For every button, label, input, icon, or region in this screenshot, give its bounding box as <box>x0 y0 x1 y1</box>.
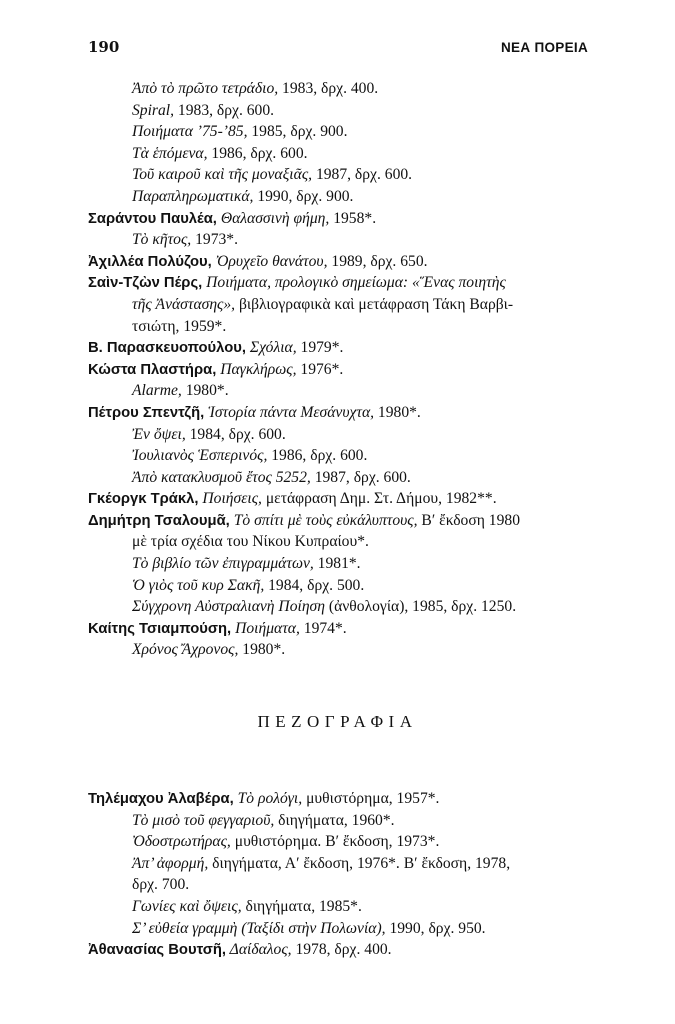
poetry-list <box>0 78 675 661</box>
book-title: Σ’ εὐθεία γραμμὴ (Ταξίδι στὴν Πολωνία), <box>132 919 386 937</box>
publication-details: 1990, δρχ. 900. <box>253 187 354 205</box>
book-title: Τὸ σπίτι μὲ τοὺς εὐκάλυπτους, <box>229 511 418 529</box>
publication-details: 1973*. <box>191 231 238 249</box>
bibliography-line <box>0 251 675 273</box>
bibliography-line <box>0 896 675 918</box>
bibliography-line <box>0 272 675 294</box>
book-title: Χρόνος Ἄχρονος, <box>132 641 239 659</box>
page-header <box>88 38 588 60</box>
publication-details: 1980*. <box>181 382 229 400</box>
book-title: Παγκλήρως, <box>216 360 297 378</box>
bibliography-line <box>0 186 675 208</box>
book-title: τῆς Ἀνάστασης», <box>132 295 236 313</box>
publication-details: 1985, δρχ. 900. <box>247 123 348 141</box>
bibliography-line <box>0 78 675 100</box>
book-title: Δαίδαλος, <box>226 941 292 959</box>
book-title: Ἀπὸ κατακλυσμοῦ ἔτος 5252, <box>132 468 311 486</box>
publication-details: δρχ. 700. <box>132 876 190 894</box>
bibliography-line <box>0 316 675 338</box>
publication-details: 1990, δρχ. 950. <box>385 919 486 937</box>
publication-details: 1978, δρχ. 400. <box>291 941 392 959</box>
bibliography-line <box>0 788 675 810</box>
book-title: Ἱστορία πάντα Μεσάνυχτα, <box>204 403 375 421</box>
book-title: Θαλασσινὴ φήμη, <box>216 209 330 227</box>
page-number: 190 <box>88 38 120 56</box>
book-title: Τὰ ἑπόμενα, <box>132 144 208 162</box>
author-name: Κώστα Πλαστήρα, <box>88 361 217 378</box>
publication-details: 1984, δρχ. 600. <box>185 425 286 443</box>
author-name: Ἀθανασίας Βουτσῆ, <box>88 942 227 959</box>
publication-details: 1986, δρχ. 600. <box>207 144 308 162</box>
publication-details: 1989, δρχ. 650. <box>327 252 428 270</box>
bibliography-line <box>0 359 675 381</box>
book-title: Τὸ μισὸ τοῦ φεγγαριοῦ, <box>132 811 275 829</box>
book-title: Ὁ γιὸς τοῦ κυρ Σακῆ, <box>132 576 265 594</box>
bibliography-line <box>0 294 675 316</box>
book-title: Ποιήματα ’75-’85, <box>132 123 248 141</box>
bibliography-line <box>0 402 675 424</box>
publication-details: 1980*. <box>374 403 421 421</box>
bibliography-line <box>0 121 675 143</box>
publication-details: 1976*. <box>296 360 344 378</box>
publication-details: μυθιστόρημα, 1957*. <box>302 790 440 807</box>
book-title: Ποιήματα, <box>231 619 300 637</box>
publication-details: τσιώτη, 1959*. <box>132 317 227 335</box>
bibliography-line <box>0 445 675 467</box>
author-name: Καίτης Τσιαμπούση, <box>88 620 232 637</box>
section-heading-prose: ΠΕΖΟΓΡΑΦΙΑ <box>257 712 418 731</box>
publication-details: 1986, δρχ. 600. <box>267 447 368 465</box>
author-name: Πέτρου Σπεντζῆ, <box>88 404 205 421</box>
publication-details: διηγήματα, Α′ ἔκδοση, 1976*. Β′ ἔκδοση, 1978, <box>208 854 511 872</box>
running-title: ΝΕΑ ΠΟΡΕΙΑ <box>500 40 588 55</box>
book-title: Ἐν ὄψει, <box>132 425 186 443</box>
bibliography-line <box>0 424 675 446</box>
publication-details: 1983, δρχ. 600. <box>174 101 275 119</box>
bibliography-line <box>0 164 675 186</box>
bibliography-line <box>0 229 675 251</box>
publication-details: μὲ τρία σχέδια του Νίκου Κυπραίου*. <box>132 533 369 551</box>
book-title: Σχόλια, <box>245 339 297 357</box>
bibliography-line <box>0 100 675 122</box>
publication-details: διηγήματα, 1960*. <box>274 811 395 829</box>
author-name: Δημήτρη Τσαλουμᾶ, <box>88 512 230 529</box>
publication-details: βιβλιογραφικὰ καὶ μετάφραση Τάκη Βαρβι- <box>235 295 514 313</box>
bibliography-line <box>0 810 675 832</box>
book-title: Σύγχρονη Αὐστραλιανὴ Ποίηση <box>132 598 325 616</box>
publication-details: διηγήματα, 1985*. <box>241 897 362 915</box>
publication-details: 1987, δρχ. 600. <box>310 468 411 486</box>
author-name: Ἀχιλλέα Πολύζου, <box>88 253 212 270</box>
publication-details: 1984, δρχ. 500. <box>264 576 365 594</box>
bibliography-line <box>0 596 675 618</box>
bibliography-line <box>0 337 675 359</box>
bibliography-line <box>0 467 675 489</box>
bibliography-line <box>0 510 675 532</box>
publication-details: 1987, δρχ. 600. <box>312 166 413 184</box>
book-title: Τὸ ρολόγι, <box>233 790 303 807</box>
publication-details: (ἀνθολογία), 1985, δρχ. 1250. <box>325 598 517 616</box>
author-name: Σαράντου Παυλέα, <box>88 210 217 227</box>
prose-list <box>0 788 675 961</box>
bibliography-line <box>0 575 675 597</box>
book-title: Ποιήσεις, <box>198 490 262 508</box>
bibliography-line <box>0 874 675 896</box>
publication-details: 1974*. <box>299 619 347 637</box>
bibliography-line <box>0 531 675 553</box>
book-title: Ὀδοστρωτήρας, <box>132 833 231 851</box>
bibliography-line <box>0 143 675 165</box>
publication-details: μετάφραση Δημ. Στ. Δήμου, 1982**. <box>261 490 497 508</box>
book-title: Τὸ βιβλίο τῶν ἐπιγραμμάτων, <box>132 555 314 573</box>
bibliography-line <box>0 380 675 402</box>
author-name: Τηλέμαχου Ἀλαβέρα, <box>88 791 234 807</box>
book-title: Ἀπ’ ἀφορμή, <box>132 854 209 872</box>
book-title: Γωνίες καὶ ὄψεις, <box>132 897 242 915</box>
bibliography-line <box>0 618 675 640</box>
bibliography-line <box>0 488 675 510</box>
bibliography-line <box>0 853 675 875</box>
author-name: Σαὶν-Τζὼν Πέρς, <box>88 275 203 292</box>
book-title: Ἀπὸ τὸ πρῶτο τετράδιο, <box>132 80 279 97</box>
book-title: Ἰουλιανὸς Ἑσπερινός, <box>132 447 268 465</box>
bibliography-line <box>0 208 675 230</box>
book-title: Τοῦ καιροῦ καὶ τῆς μοναξιᾶς, <box>132 166 313 184</box>
book-title: Ποιήματα, προλογικὸ σημείωμα: «Ἕνας ποιητὴς <box>202 274 506 292</box>
bibliography-line <box>0 939 675 961</box>
author-name: Γκέοργκ Τράκλ, <box>88 491 199 508</box>
bibliography-line <box>0 553 675 575</box>
author-name: Β. Παρασκευοπούλου, <box>88 340 246 357</box>
publication-details: 1983, δρχ. 400. <box>278 80 379 97</box>
book-title: Spiral, <box>132 101 175 119</box>
publication-details: 1958*. <box>329 209 377 227</box>
publication-details: 1980*. <box>238 641 286 659</box>
book-title: Alarme, <box>132 382 182 400</box>
bibliography-line <box>0 831 675 853</box>
publication-details: 1981*. <box>313 555 361 573</box>
book-title: Τὸ κῆτος, <box>132 231 192 249</box>
publication-details: 1979*. <box>296 339 344 357</box>
book-title: Παραπληρωματικά, <box>132 187 254 205</box>
publication-details: μυθιστόρημα. Β′ ἔκδοση, 1973*. <box>230 833 440 851</box>
bibliography-line <box>0 639 675 661</box>
publication-details: Β′ ἔκδοση 1980 <box>417 511 520 529</box>
book-title: Ὀρυχεῖο θανάτου, <box>211 252 328 270</box>
bibliography-line <box>0 918 675 940</box>
